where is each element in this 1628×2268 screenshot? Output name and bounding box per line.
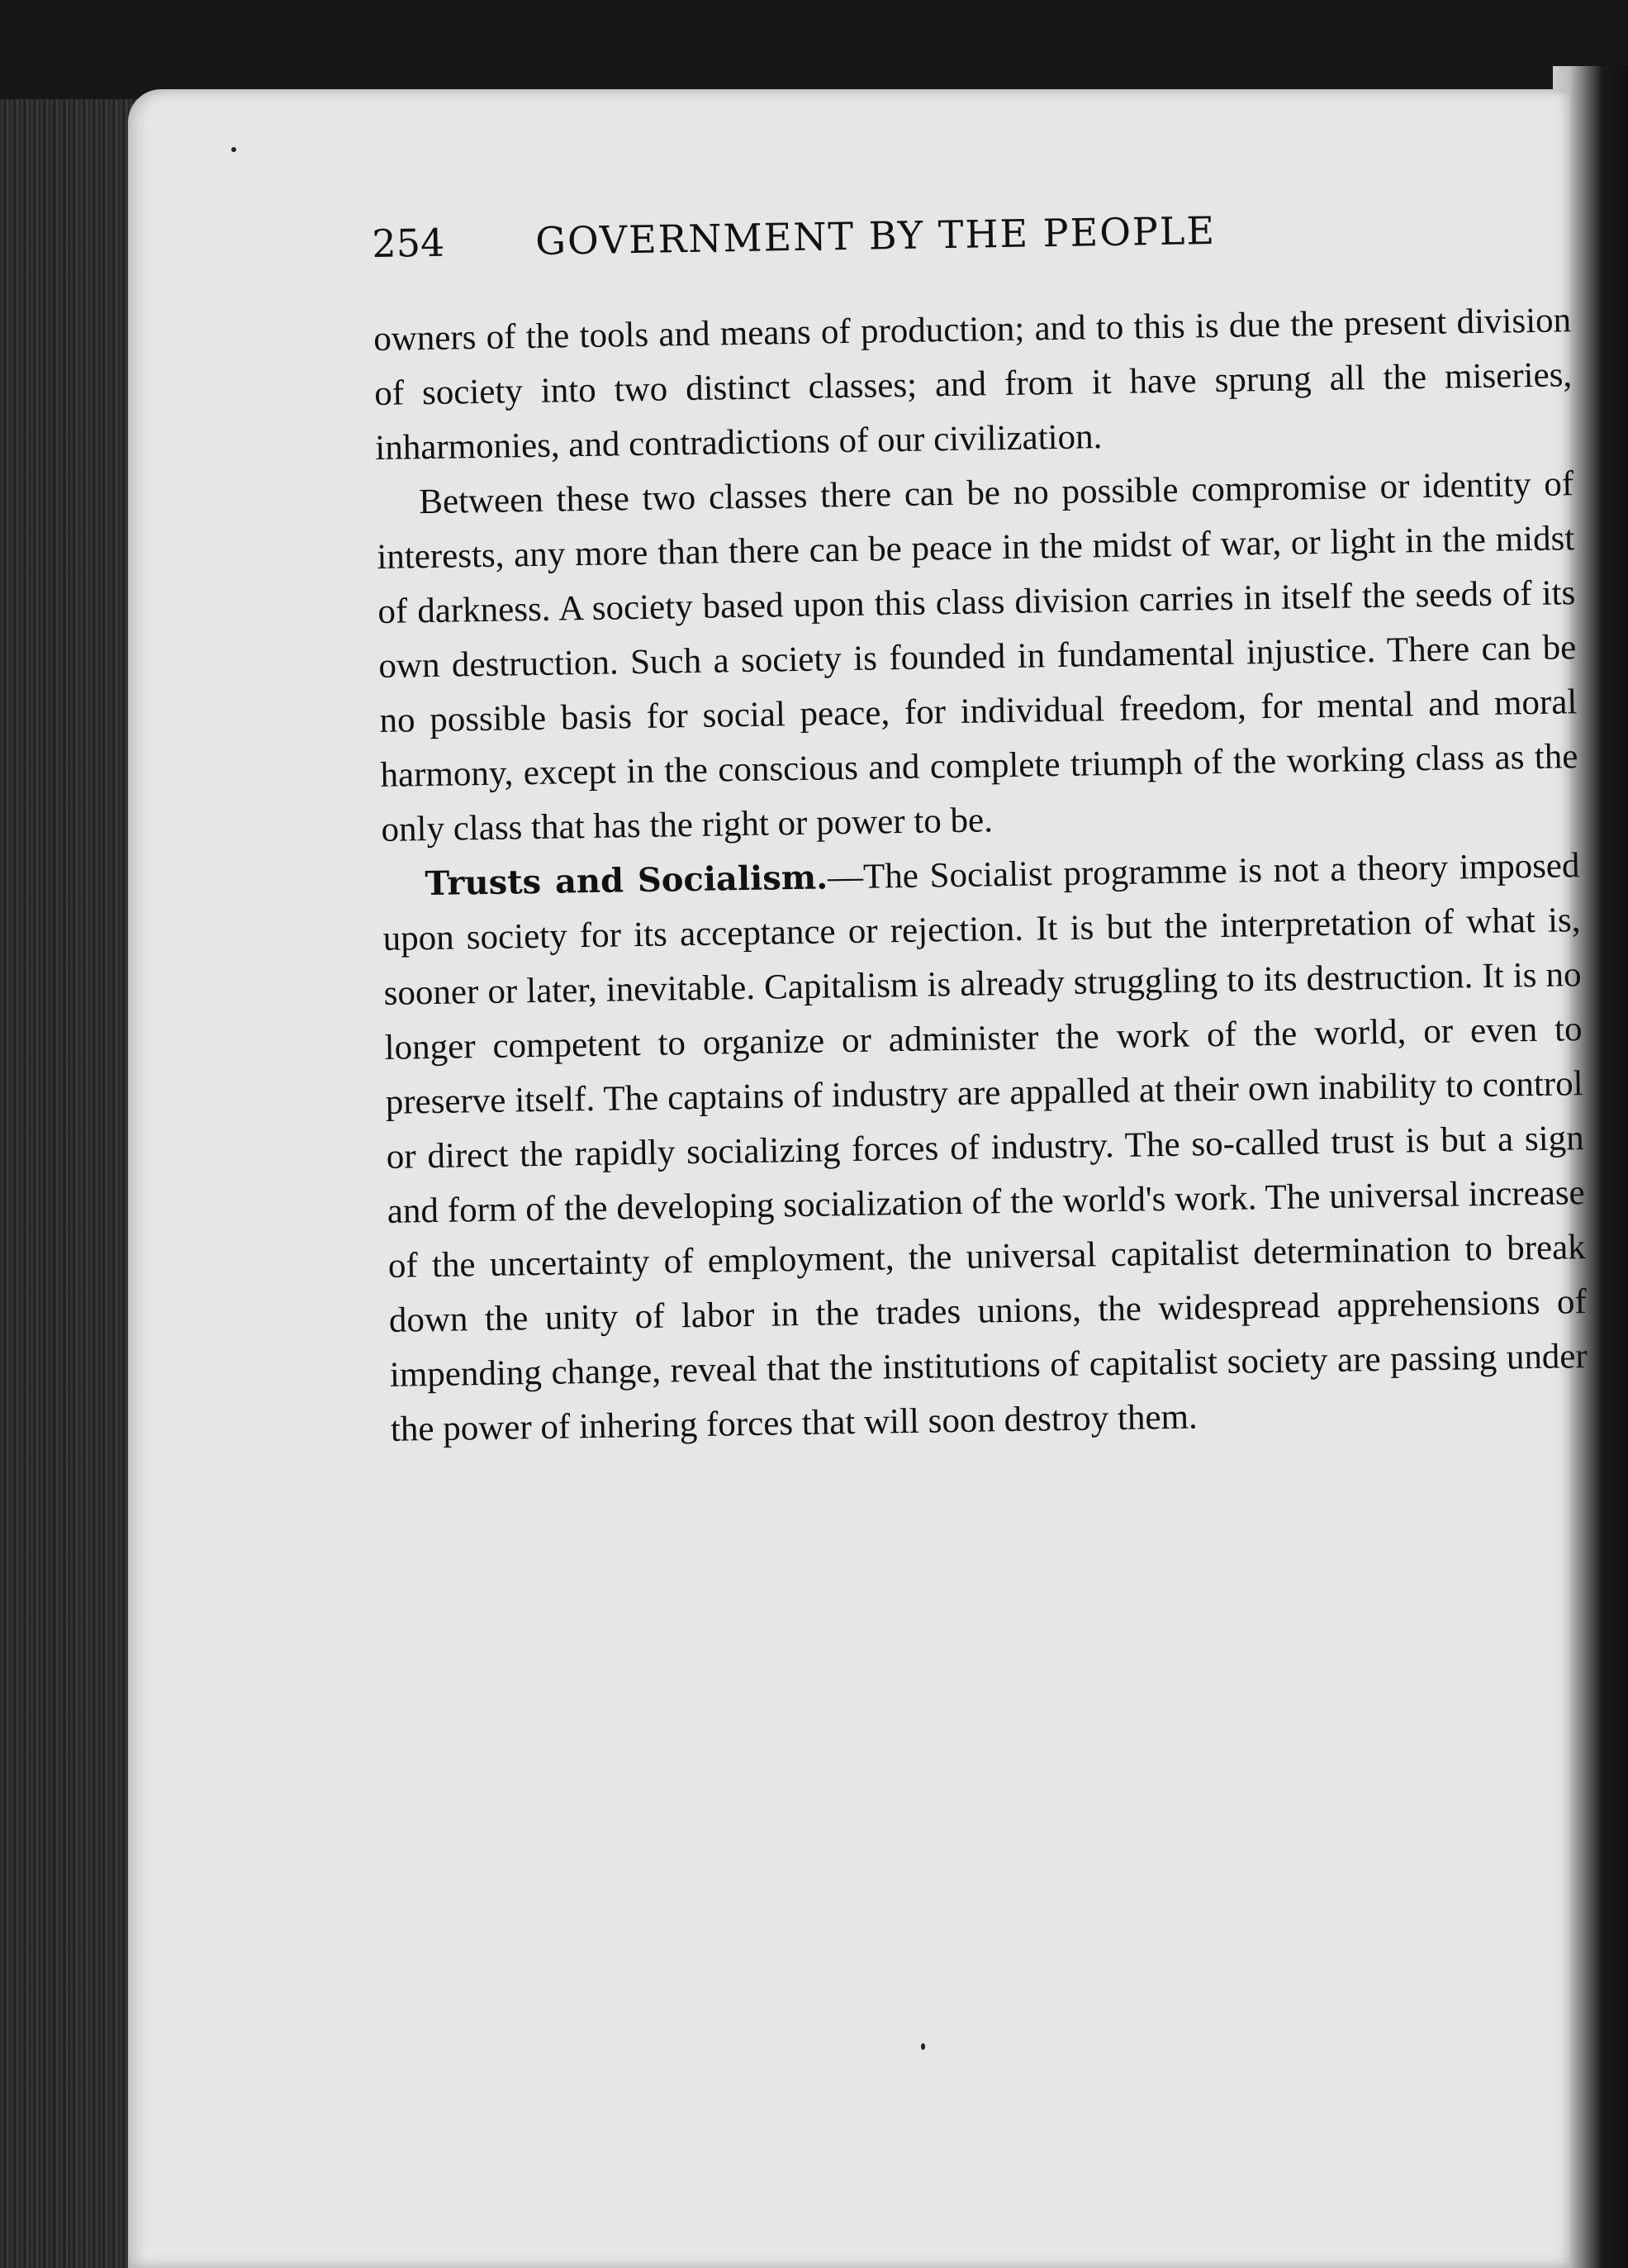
paragraph-text: Between these two classes there can be no possible compromise or identity of interests, any more than there can be peace in the midst of war, or light in the midst of darkness. A society based upon this class division carries in itself the seeds of its own destruction. Such a society is founded in fundamental injustice. There can be no possible basis for social peace, for individual freedom, for mental and moral harmony, except in the conscious and complete triumph of the working class as the only class that has the right or power to be. <box>377 464 1578 849</box>
page-sheet <box>128 89 1588 2268</box>
book-spine-edge <box>0 99 140 2268</box>
section-subheading: Trusts and Socialism. <box>425 858 828 904</box>
running-title: GOVERNMENT BY THE PEOPLE <box>534 207 1217 264</box>
ink-speck <box>921 2043 925 2050</box>
paragraph-trusts-and-socialism <box>382 839 1588 1457</box>
paragraph <box>376 457 1579 858</box>
paragraph-text: owners of the tools and means of production; and to this is due the present division of society into two distinct classes; and from it have sprung all the miseries, inharmonies, and contradictions of our civilization. <box>373 301 1573 468</box>
running-header <box>372 202 1570 288</box>
paragraph-continued <box>373 293 1573 476</box>
page-number: 254 <box>372 220 445 266</box>
paragraph-text: —The Socialist programme is not a theory imposed upon society for its acceptance or rejection. It is but the interpretation of what is, sooner or later, inevitable. Capitalism is already struggling to its destruction. It is no longer competent to organize or administer the work of the world, or even to preserve itself. The captains of industry are appalled at their own inability to control or direct the rapidly socializing forces of industry. The so-called trust is but a sign and form of the developing socialization of the world's work. The universal increase of the uncertainty of employment, the universal capitalist determination to break down the unity of labor in the trades unions, the widespread apprehensions of impending change, reveal that the institutions of capitalist society are passing under the power of inhering forces that will soon destroy them. <box>382 846 1588 1449</box>
ink-speck <box>231 147 236 152</box>
body-text <box>373 293 1589 1457</box>
page-content <box>372 202 1588 1457</box>
